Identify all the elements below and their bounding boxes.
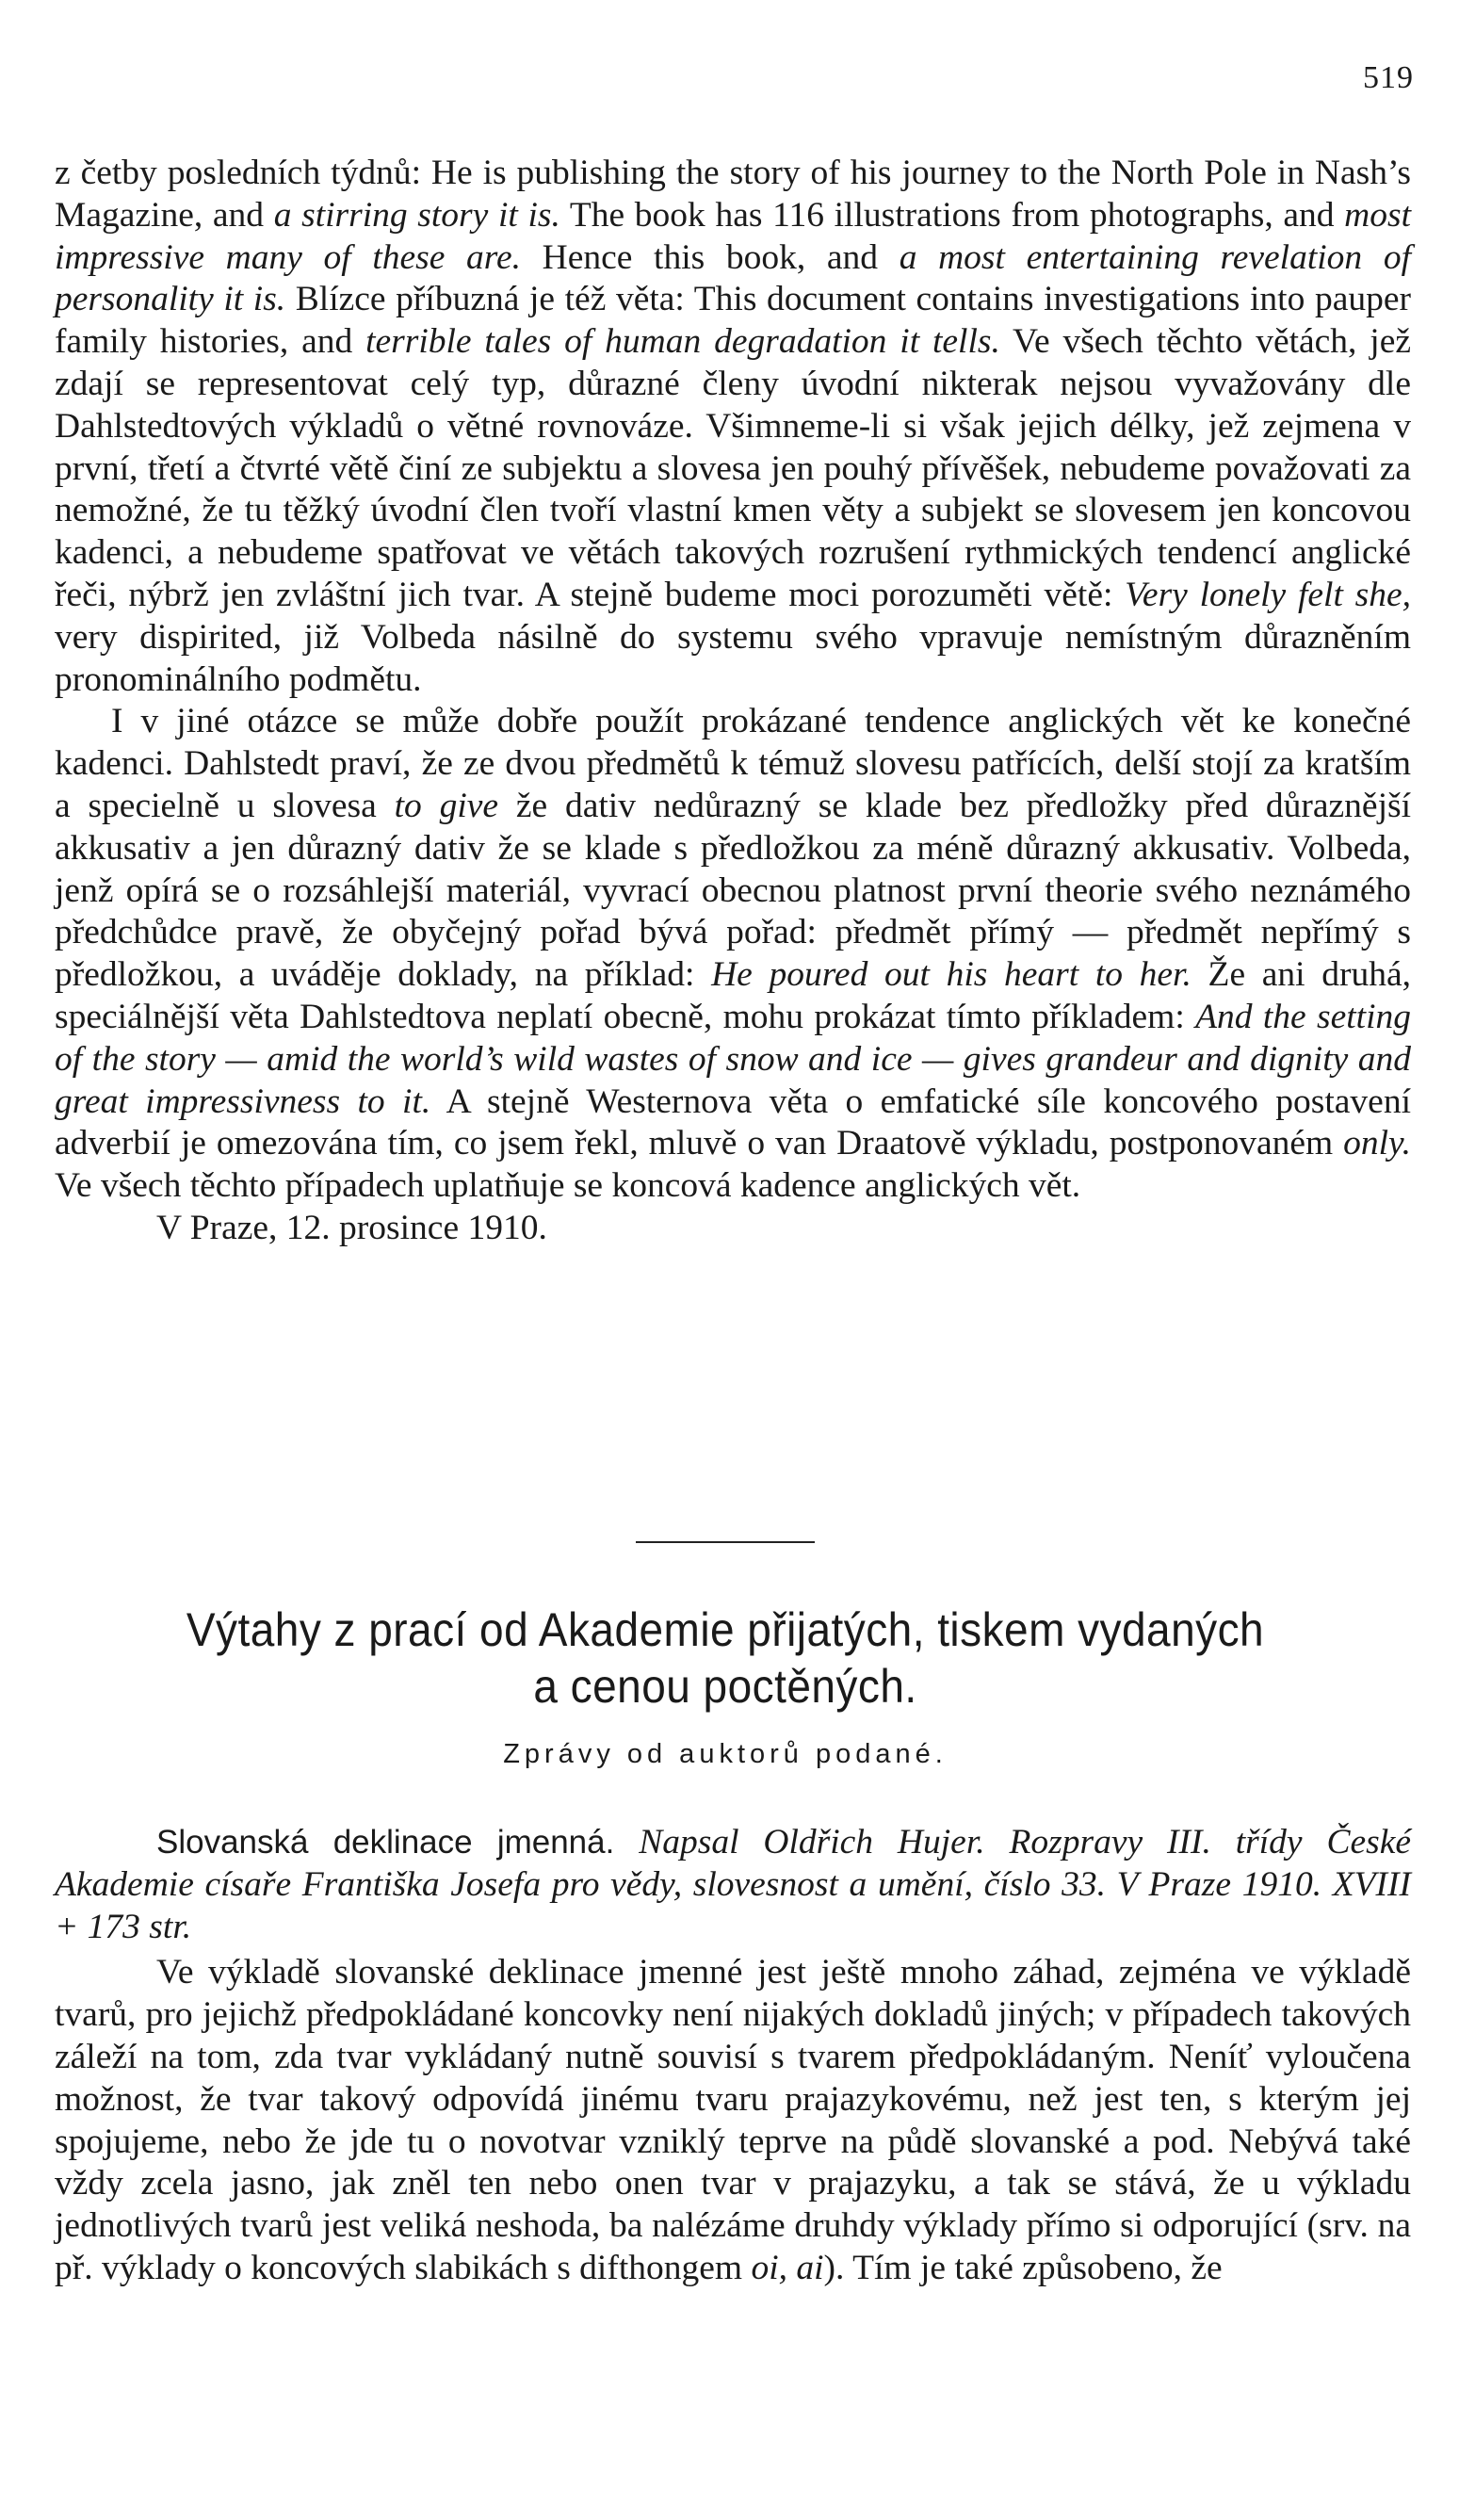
italic-quote: a stirring story it is. [273, 195, 560, 235]
page-number: 519 [1363, 60, 1414, 95]
review-heading [55, 1822, 1411, 1948]
section-title-line-1: Výtahy z prací od Akademie přijatých, tiskem vydaných [186, 1603, 1265, 1656]
paragraph-1 [55, 153, 1411, 701]
italic-quote: And the setting of the story — amid the world’s wild wastes of snow and ice — gives grandeur and dignity and great impressivness to it. [55, 997, 1411, 1121]
review-title: Slovanská deklinace jmenná. [156, 1824, 615, 1861]
italic-quote: He poured out his heart to her. [711, 955, 1192, 995]
main-text [55, 153, 1411, 1250]
text-run: A stejně Westernova věta o emfatické síle koncového postavení adverbií je omezována tím, co jsem řekl, mluvě o van Draatově výkladu, postponovaném [55, 1081, 1411, 1163]
italic-quote: only. [1343, 1124, 1411, 1163]
text-run: Ve všech těchto případech uplatňuje se koncová kadence anglických vět. [55, 1166, 1081, 1206]
section-title [119, 1601, 1332, 1715]
review-citation: Napsal Oldřich Hujer. Rozpravy III. třídy České Akademie císaře Františka Josefa pro vědy, slovesnost a umění, číslo 33. V Praze 1910. XVIII + 173 str. [55, 1823, 1411, 1946]
review-body [55, 1952, 1411, 2289]
text-run: Ve všech těchto větách, jež zdají se representovat celý typ, důrazné členy úvodní nikterak nejsou vyvažovány dle Dahlstedtových výkladů o větné rovnováze. Všimneme-li si však jejich délky, jež zejmena v první, třetí a čtvrté větě činí ze subjektu a slovesa jen pouhý přívěšek, nebudeme považovati za nemožné, že tu těžký úvodní člen tvoří vlastní kmen věty a subjekt se slovesem jen koncovou kadenci, a nebudeme spatřovat ve větách takových rozrušení rythmických tendencí anglické řeči, nýbrž jen zvláštní jich tvar. A stejně budeme moci porozuměti větě: [55, 322, 1411, 614]
text-run: Hence this book, and [521, 237, 900, 277]
text-run: z četby posledních týdnů: He is publishing the story of his journey to the North Pole in Nash’s Magazine, and [55, 154, 1411, 235]
italic-quote: a most entertaining revelation of personality it is. [55, 237, 1411, 319]
italic-quote: most impressive many of these are. [55, 195, 1412, 277]
italic-quote: to give [394, 786, 499, 825]
text-run: The book has 116 illustrations from photographs, and [559, 195, 1345, 235]
dateline: V Praze, 12. prosince 1910. [156, 1208, 547, 1247]
paragraph-2 [55, 701, 1411, 1208]
text-run: Ve výkladě slovanské deklinace jmenné jest ještě mnoho záhad, zejména ve výkladě tvarů, pro jejichž předpokládané koncovky není nijakých dokladů jiných; v případech takových záleží na tom, zda tvar vykládaný nutně souvisí s tvarem předpokládaným. Neníť vyloučena možnost, že tvar takový odpovídá jinému tvaru prajazykovému, než jest ten, s kterým jej spojujeme, nebo že jde tu o novotvar vzniklý teprve na půdě slovanské a pod. Nebývá také vždy zcela jasno, jak zněl ten nebo onen tvar v prajazyku, a tak se stává, že u výkladu jednotlivých tvarů jest veliká neshoda, ba nalézáme druhdy výklady přímo si odporující (srv. na př. výklady o koncových slabikách s difthongem [55, 1953, 1411, 2287]
text-run: Že ani druhá, speciálnější věta Dahlstedtova neplatí obecně, mohu prokázat tímto příkladem: [55, 955, 1411, 1036]
section-title-line-2: a cenou poctěných. [533, 1660, 917, 1713]
review-entry [55, 1822, 1411, 2290]
text-run: Blízce příbuzná je též věta: This document contains investigations into pauper family histories, and [55, 280, 1411, 362]
text-run: že dativ nedůrazný se klade bez předložky před důraznější akkusativ a jen důrazný dativ že se klade s předložkou za méně důrazný akkusativ. Volbeda, jenž opírá se o rozsáhlejší materiál, vyvrací obecnou platnost první theorie svého neznámého předchůdce pravě, že obyčejný pořad bývá pořad: předmět přímý — předmět nepřímý s předložkou, a uváděje doklady, na příklad: [55, 786, 1411, 995]
italic-term: oi, ai [751, 2248, 824, 2287]
section-subtitle: Zprávy od auktorů podané. [503, 1739, 948, 1769]
text-run: very dispirited, již Volbeda násilně do systemu svého vpravuje nemístným důrazněním pronominálního podmětu. [55, 617, 1411, 699]
italic-quote: Very lonely felt she, [1125, 575, 1411, 614]
italic-quote: terrible tales of human degradation it tells. [365, 322, 1000, 362]
text-run: ). Tím je také způsobeno, že [823, 2248, 1223, 2287]
section-divider [636, 1541, 815, 1543]
text-run: I v jiné otázce se může dobře použít prokázané tendence anglických vět ke konečné kadenci. Dahlstedt praví, že ze dvou předmětů k témuž slovesu patřících, delší stojí za kratším a specielně u slovesa [55, 702, 1411, 825]
